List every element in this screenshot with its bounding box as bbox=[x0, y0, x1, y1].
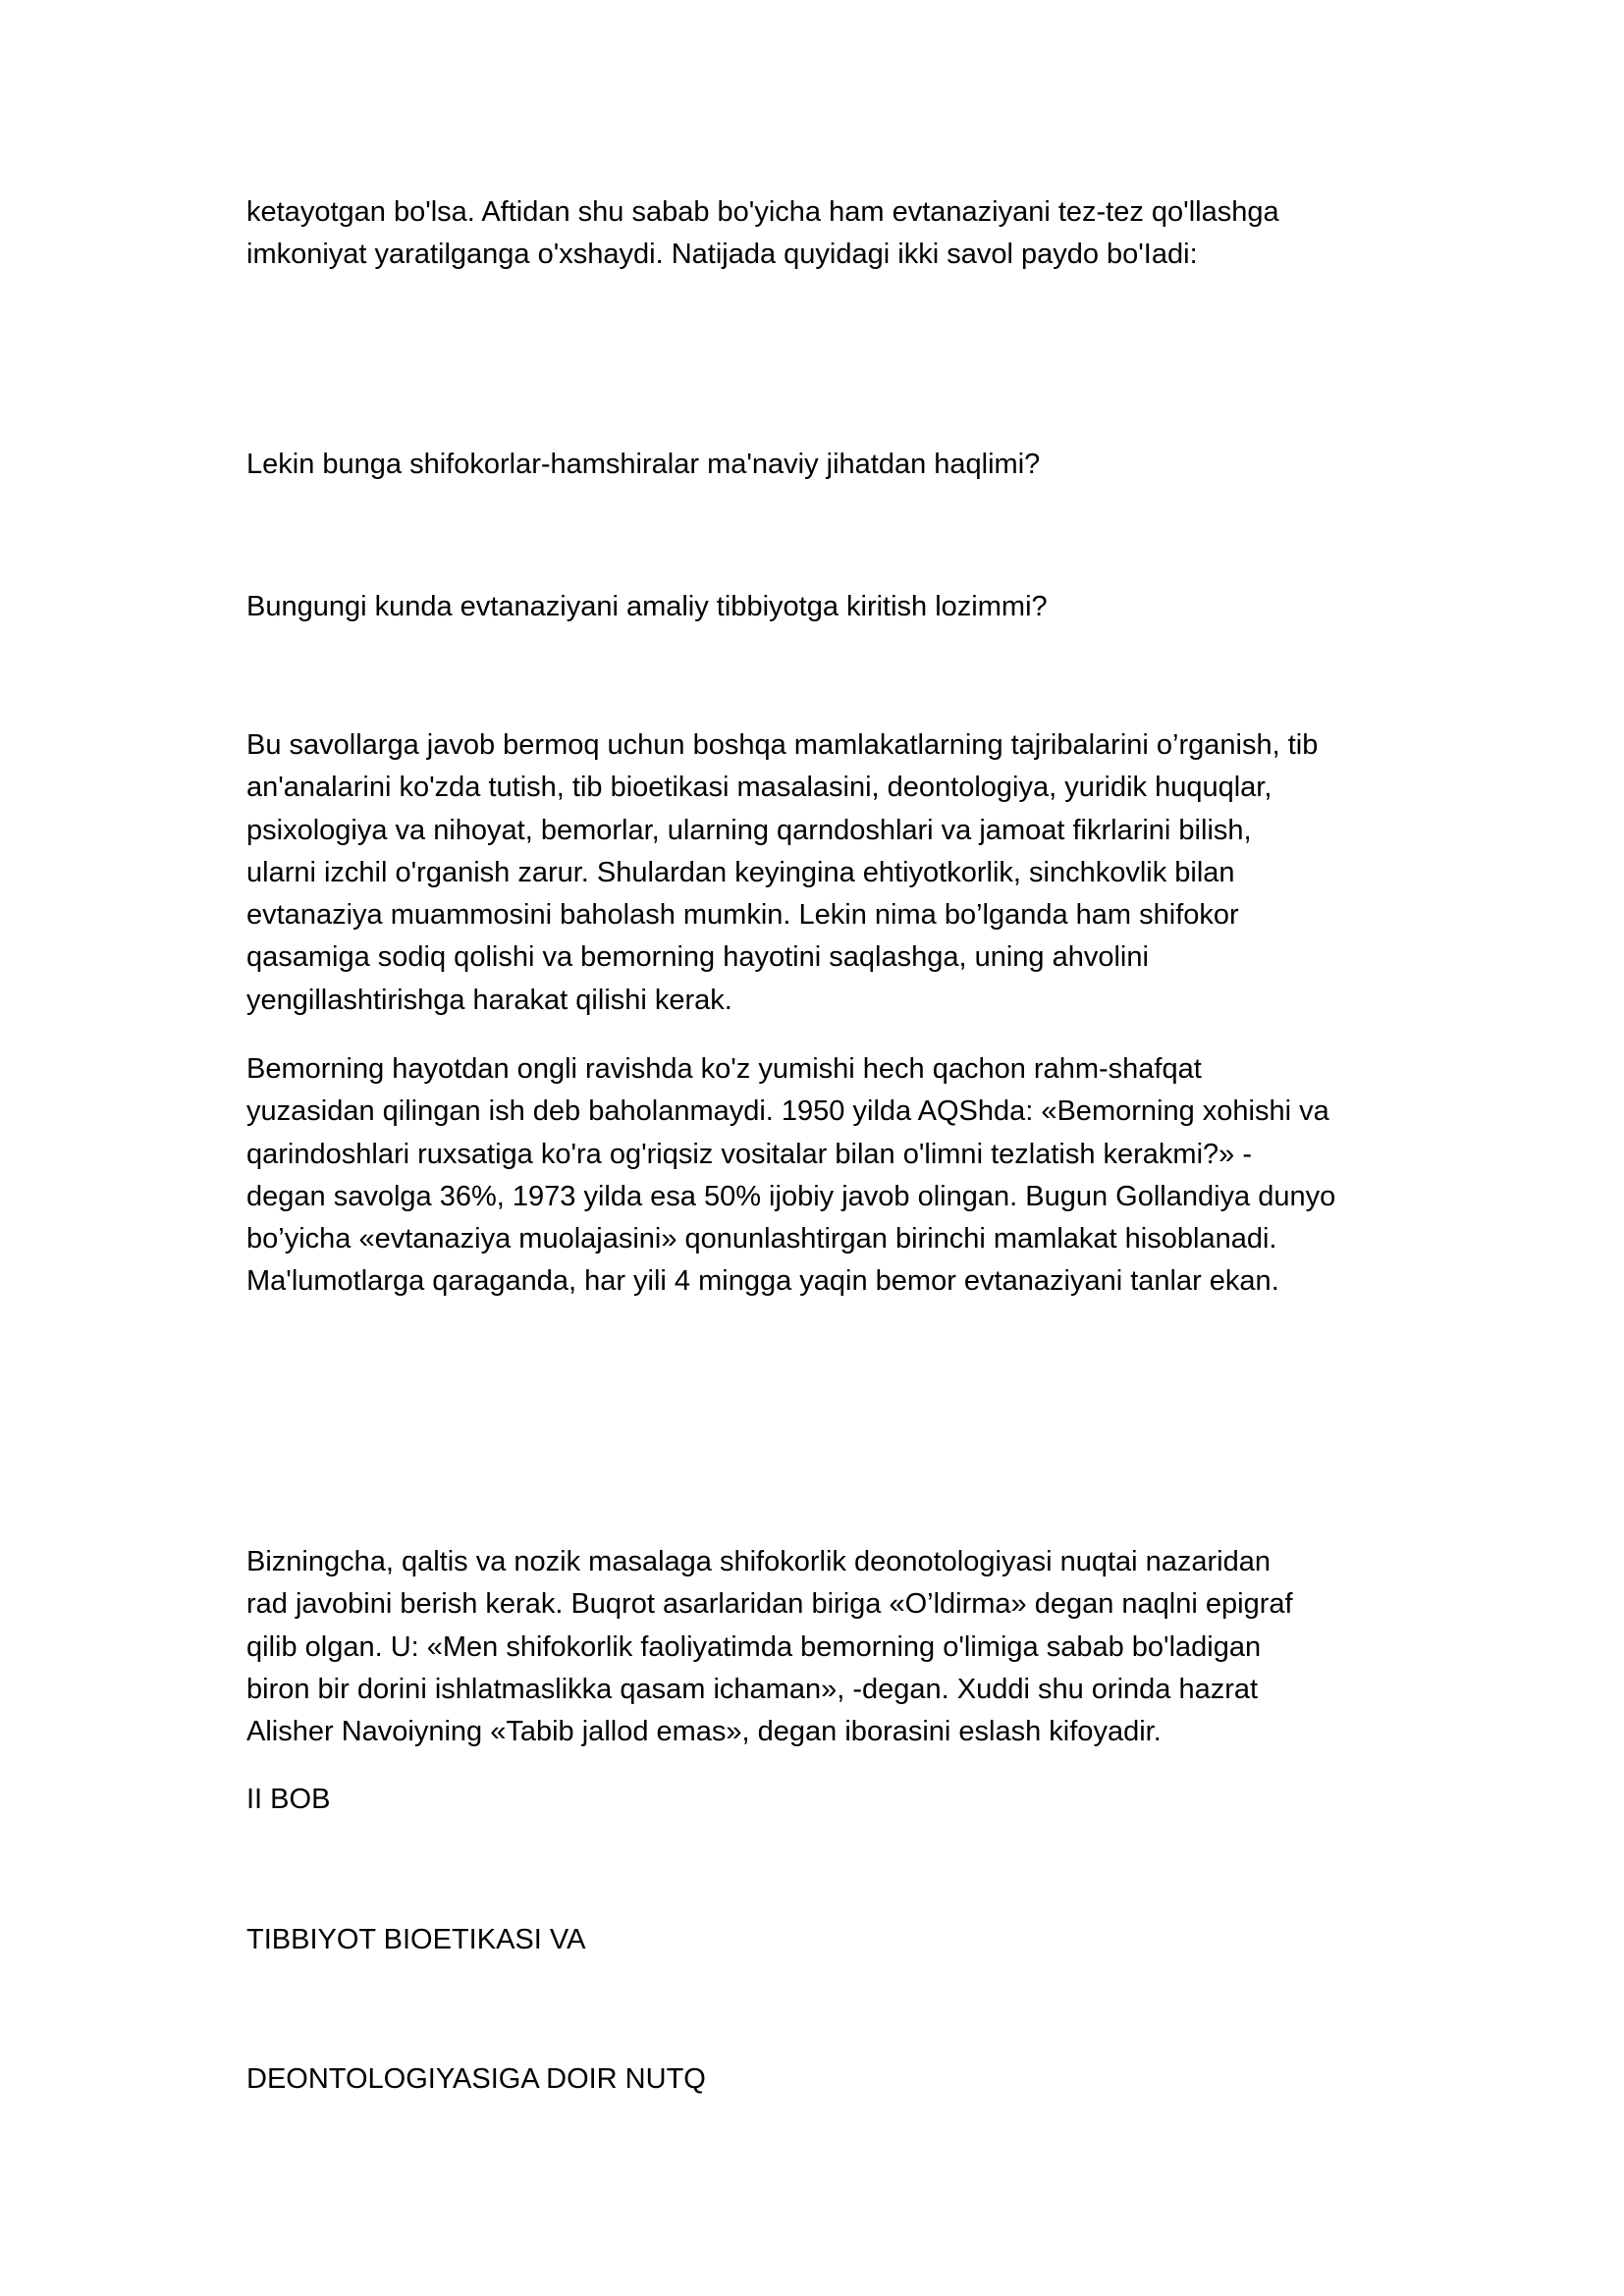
chapter-title-line-1: TIBBIYOT BIOETIKASI VA bbox=[246, 1924, 586, 1955]
paragraph-line: rad javobini berish kerak. Buqrot asarlaridan biriga «O’ldirma» degan naqlni epigraf bbox=[246, 1588, 1293, 1621]
question-practice: Bungungi kunda evtanaziyani amaliy tibbiyotga kiritish lozimmi? bbox=[246, 591, 1048, 622]
paragraph-line: Ma'lumotlarga qaraganda, har yili 4 mingga yaqin bemor evtanaziyani tanlar ekan. bbox=[246, 1265, 1279, 1298]
paragraph-line: ularni izchil o'rganish zarur. Shulardan keyingina ehtiyotkorlik, sinchkovlik bilan bbox=[246, 856, 1235, 888]
chapter-label: II BOB bbox=[246, 1784, 331, 1815]
paragraph-line: degan savolga 36%, 1973 yilda esa 50% ijobiy javob olingan. Bugun Gollandiya dunyo bbox=[246, 1180, 1336, 1212]
paragraph-line: psixologiya va nihoyat, bemorlar, ularning qarndoshlari va jamoat fikrlarini bilish, bbox=[246, 814, 1252, 846]
paragraph-line: yengillashtirishga harakat qilishi kerak. bbox=[246, 984, 732, 1016]
paragraph-line: Bu savollarga javob bermoq uchun boshqa mamlakatlarning tajribalarini o’rganish, tib bbox=[246, 729, 1319, 761]
paragraph-line: Bemorning hayotdan ongli ravishda ko'z yumishi hech qachon rahm-shafqat bbox=[246, 1053, 1202, 1085]
paragraph-conclusion bbox=[246, 1541, 1395, 1753]
paragraph-line: Bizningcha, qaltis va nozik masalaga shifokorlik deonotologiyasi nuqtai nazaridan bbox=[246, 1546, 1272, 1577]
question-moral: Lekin bunga shifokorlar-hamshiralar ma'naviy jihatdan haqlimi? bbox=[246, 449, 1041, 480]
paragraph-intro bbox=[246, 191, 1395, 277]
paragraph-line: qasamiga sodiq qolishi va bemorning hayotini saqlashga, uning ahvolini bbox=[246, 941, 1149, 974]
paragraph-line: imkoniyat yaratilganga o'xshaydi. Natijada quyidagi ikki savol paydo bo'Iadi: bbox=[246, 239, 1198, 271]
paragraph-line: qilib olgan. U: «Men shifokorlik faoliyatimda bemorning o'limiga sabab bo'ladigan bbox=[246, 1630, 1262, 1663]
paragraph-line: ketayotgan bo'lsa. Aftidan shu sabab bo'yicha ham evtanaziyani tez-tez qo'llashga bbox=[246, 196, 1279, 228]
chapter-title-line-2: DEONTOLOGIYASIGA DOIR NUTQ bbox=[246, 2063, 706, 2095]
paragraph-line: yuzasidan qilingan ish deb baholanmaydi. 1950 yilda AQShda: «Bemorning xohishi va bbox=[246, 1095, 1329, 1128]
paragraph-line: qarindoshlari ruxsatiga ko'ra og'riqsiz vositalar bilan o'limni tezlatish kerakmi?» - bbox=[246, 1138, 1252, 1170]
paragraph-line: evtanaziya muammosini baholash mumkin. Lekin nima bo’lganda ham shifokor bbox=[246, 899, 1239, 932]
paragraph-line: Alisher Navoiyning «Tabib jallod emas», degan iborasini eslash kifoyadir. bbox=[246, 1716, 1162, 1748]
paragraph-history bbox=[246, 1048, 1395, 1304]
paragraph-line: biron bir dorini ishlatmaslikka qasam ichaman», -degan. Xuddi shu orinda hazrat bbox=[246, 1673, 1259, 1705]
paragraph-answer bbox=[246, 724, 1395, 1022]
paragraph-line: bo’yicha «evtanaziya muolajasini» qonunlashtirgan birinchi mamlakat hisoblanadi. bbox=[246, 1223, 1277, 1255]
paragraph-line: an'analarini ko'zda tutish, tib bioetikasi masalasini, deontologiya, yuridik huquqlar, bbox=[246, 772, 1272, 804]
